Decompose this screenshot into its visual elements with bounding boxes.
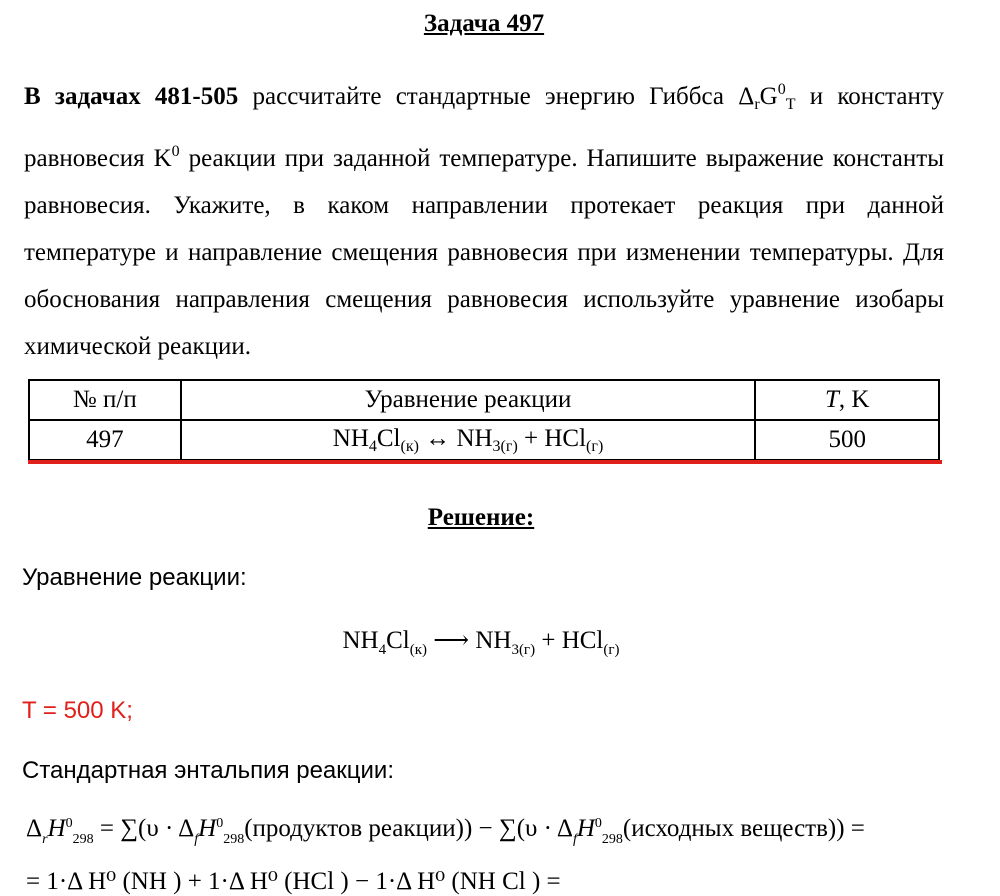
header-number: № п/п xyxy=(29,380,181,420)
enthalpy-formula-line2: = 1·Δ H⁰ (NH ) + 1·Δ H⁰ (HCl ) − 1·Δ H⁰ (NH Cl ) = xyxy=(26,868,561,895)
cell-temperature: 500 xyxy=(755,420,939,460)
table-row xyxy=(29,420,939,460)
enthalpy-formula: $\Delta_rH^0_{298} = \sum(\upsilon$ · $\Delta_fH^0_{298}(продуктов$ реакции)) − $\sum(\upsilon \cdot \Delta_fH^0_{298}(исходных$ веществ)) = xyxy=(26,815,865,847)
page-title: Задача 497 xyxy=(423,10,545,37)
task-table xyxy=(28,379,940,461)
reaction-label: Уравнение реакции: xyxy=(22,564,247,591)
task-description: В задачах 481-505 рассчитайте стандартные энергию Гиббса $\Delta_rG^0_T$ и константу равновесия $K^0$ реакции при заданной температуре. Напишите выражение константы равновесия. Укажите, в каком направлении протекает реакция при данной температуре и направление смещения равновесия при изменении температуры. Для обоснования направления смещения равновесия используйте уравнение изобары химической реакции. xyxy=(24,81,945,360)
solution-title: Решение: xyxy=(427,504,535,531)
temperature-line: T = 500 K; xyxy=(22,697,133,724)
red-underline xyxy=(28,460,942,464)
header-temperature: T, K xyxy=(755,380,939,420)
table-header-row xyxy=(29,380,939,420)
task-range: В задачах 481-505 xyxy=(24,83,239,110)
cell-reaction: $NH_4Cl_{(к)}$ ↔ $NH_{3(г)} + HCl_{(г)}$ xyxy=(181,420,756,460)
cell-number: 497 xyxy=(29,420,181,460)
header-reaction: Уравнение реакции xyxy=(181,380,756,420)
reaction-equation: $NH_4Cl_{(к)}$ ⟶ $NH_{3(г)} + HCl_{(г)}$ xyxy=(342,627,620,658)
enthalpy-label: Стандартная энтальпия реакции: xyxy=(22,757,394,784)
